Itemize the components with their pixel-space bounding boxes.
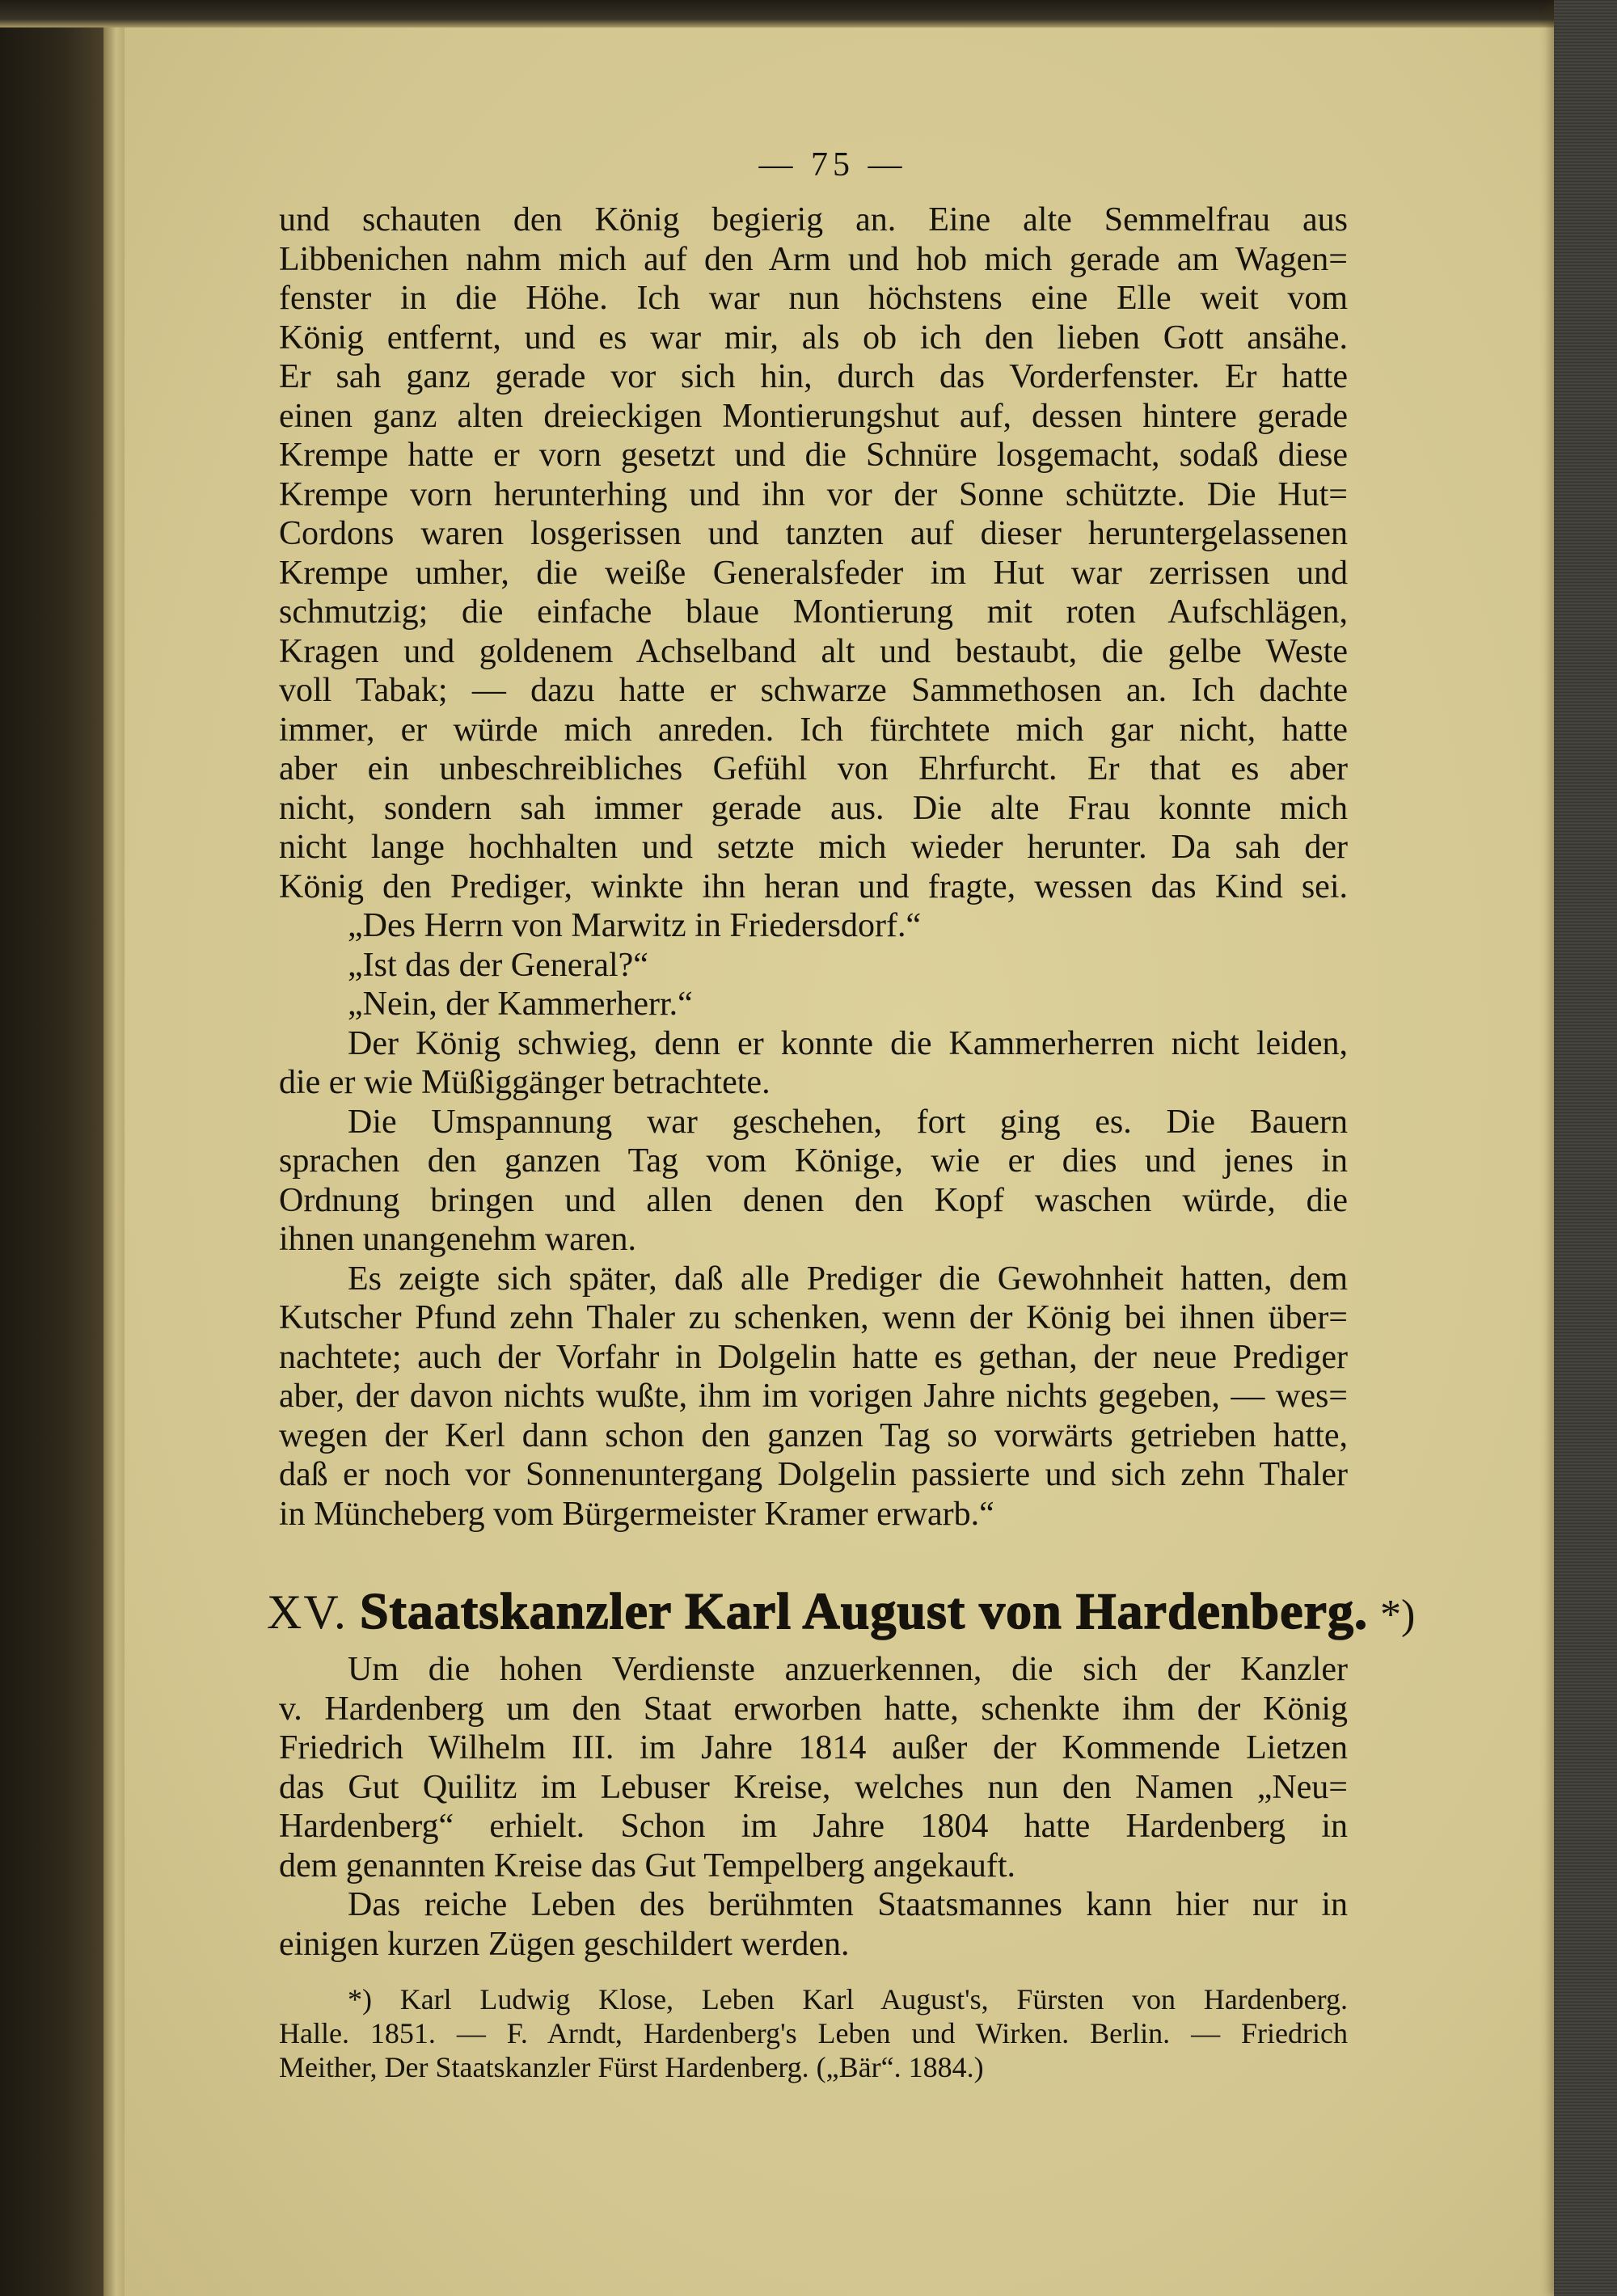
- text-line: dem genannten Kreise das Gut Tempelberg angekauft.: [279, 1847, 1016, 1884]
- paragraph: [279, 985, 1348, 1024]
- text-line: aber, der davon nichts wußte, ihm im vorigen Jahre nichts gegeben, — wes=: [279, 1378, 1348, 1415]
- paragraph: [279, 1260, 1348, 1534]
- text-line: nicht, sondern sah immer gerade aus. Die alte Frau konnte mich: [279, 789, 1348, 827]
- footnote-entry: [279, 1982, 1348, 2084]
- text-line: Um die hohen Verdienste anzuerkennen, die sich der Kanzler: [348, 1651, 1348, 1688]
- text-line: Friedrich Wilhelm III. im Jahre 1814 außer der Kommende Lietzen: [279, 1729, 1348, 1766]
- footnote-mark: *): [1379, 1592, 1416, 1638]
- footnote: [279, 1982, 1348, 2084]
- chapter-title: Staatskanzler Karl August von Hardenberg.: [359, 1582, 1368, 1640]
- text-line: schmutzig; die einfache blaue Montierung mit roten Aufschlägen,: [279, 593, 1348, 631]
- text-line: Der König schwieg, denn er konnte die Kammerherren nicht leiden,: [348, 1024, 1348, 1062]
- text-line: einigen kurzen Zügen geschildert werden.: [279, 1925, 850, 1963]
- paragraph: [279, 200, 1348, 906]
- book-binding-left: [0, 0, 103, 2296]
- text-line: „Des Herrn von Marwitz in Friedersdorf.“: [348, 907, 922, 944]
- text-line: einen ganz alten dreieckigen Montierungshut auf, dessen hintere gerade: [279, 397, 1348, 435]
- chapter-number: XV.: [267, 1585, 348, 1639]
- text-line: wegen der Kerl dann schon den ganzen Tag so vorwärts getrieben hatte,: [279, 1416, 1348, 1454]
- paragraph: [279, 946, 1348, 986]
- text-line: Libbenichen nahm mich auf den Arm und hob mich gerade am Wagen=: [279, 240, 1348, 278]
- text-line: und schauten den König begierig an. Eine alte Semmelfrau aus: [279, 201, 1348, 238]
- text-line: daß er noch vor Sonnenuntergang Dolgelin passierte und sich zehn Thaler: [279, 1456, 1348, 1493]
- text-line: König entfernt, und es war mir, als ob ich den lieben Gott ansähe.: [279, 319, 1348, 357]
- page-number: — 75 —: [758, 146, 907, 184]
- text-line: Er sah ganz gerade vor sich hin, durch das Vorderfenster. Er hatte: [279, 358, 1348, 395]
- section-15-text: [279, 1650, 1348, 1964]
- text-line: v. Hardenberg um den Staat erworben hatte, schenkte ihm der König: [279, 1690, 1348, 1728]
- text-line: König den Prediger, winkte ihn heran und fragte, wessen das Kind sei.: [279, 867, 1348, 905]
- text-line: Kragen und goldenem Achselband alt und bestaubt, die gelbe Weste: [279, 632, 1348, 670]
- text-line: Es zeigte sich später, daß alle Prediger die Gewohnheit hatten, dem: [348, 1260, 1348, 1298]
- section-14-text: [279, 200, 1348, 1534]
- paragraph: [279, 1885, 1348, 1964]
- text-line: Ordnung bringen und allen denen den Kopf waschen würde, die: [279, 1181, 1348, 1219]
- page-gutter-fold: [103, 0, 125, 2296]
- text-line: Meither, Der Staatskanzler Fürst Hardenberg. („Bär“. 1884.): [279, 2051, 984, 2083]
- scan-top-edge: [0, 0, 1617, 27]
- paragraph: [279, 1024, 1348, 1103]
- paragraph: [279, 1103, 1348, 1260]
- text-line: Krempe hatte er vorn gesetzt und die Schnüre losgemacht, sodaß diese: [279, 437, 1348, 474]
- text-line: das Gut Quilitz im Lebuser Kreise, welches nun den Namen „Neu=: [279, 1768, 1348, 1806]
- text-line: Hardenberg“ erhielt. Schon im Jahre 1804 hatte Hardenberg in: [279, 1808, 1348, 1845]
- text-line: in Müncheberg vom Bürgermeister Kramer erwarb.“: [279, 1495, 994, 1533]
- text-line: voll Tabak; — dazu hatte er schwarze Sammethosen an. Ich dachte: [279, 672, 1348, 709]
- text-line: die er wie Müßiggänger betrachtete.: [279, 1064, 771, 1101]
- text-line: Krempe vorn herunterhing und ihn vor der Sonne schützte. Die Hut=: [279, 475, 1348, 513]
- text-line: Das reiche Leben des berühmten Staatsmannes kann hier nur in: [348, 1886, 1348, 1923]
- text-line: Halle. 1851. — F. Arndt, Hardenberg's Leben und Wirken. Berlin. — Friedrich: [279, 2017, 1348, 2049]
- book-cover-edge-right: [1554, 0, 1617, 2296]
- text-line: „Nein, der Kammerherr.“: [348, 986, 693, 1023]
- text-line: Die Umspannung war geschehen, fort ging es. Die Bauern: [348, 1103, 1348, 1141]
- paragraph: [279, 906, 1348, 946]
- text-line: immer, er würde mich anreden. Ich fürchtete mich gar nicht, hatte: [279, 711, 1348, 749]
- text-line: Kutscher Pfund zehn Thaler zu schenken, wenn der König bei ihnen über=: [279, 1299, 1348, 1336]
- paragraph: [279, 1650, 1348, 1885]
- text-line: ihnen unangenehm waren.: [279, 1221, 637, 1258]
- text-line: Cordons waren losgerissen und tanzten auf dieser heruntergelassenen: [279, 515, 1348, 552]
- text-line: „Ist das der General?“: [348, 946, 648, 984]
- text-line: aber ein unbeschreibliches Gefühl von Ehrfurcht. Er that es aber: [279, 750, 1348, 787]
- text-line: fenster in die Höhe. Ich war nun höchstens eine Elle weit vom: [279, 280, 1348, 317]
- text-line: nachtete; auch der Vorfahr in Dolgelin hatte es gethan, der neue Prediger: [279, 1338, 1348, 1376]
- text-line: sprachen den ganzen Tag vom Könige, wie er dies und jenes in: [279, 1142, 1348, 1180]
- text-line: Krempe umher, die weiße Generalsfeder im Hut war zerrissen und: [279, 554, 1348, 592]
- text-line: *) Karl Ludwig Klose, Leben Karl August's, Fürsten von Hardenberg.: [348, 1983, 1348, 2015]
- text-line: nicht lange hochhalten und setzte mich wieder herunter. Da sah der: [279, 829, 1348, 866]
- chapter-heading: [267, 1575, 1416, 1648]
